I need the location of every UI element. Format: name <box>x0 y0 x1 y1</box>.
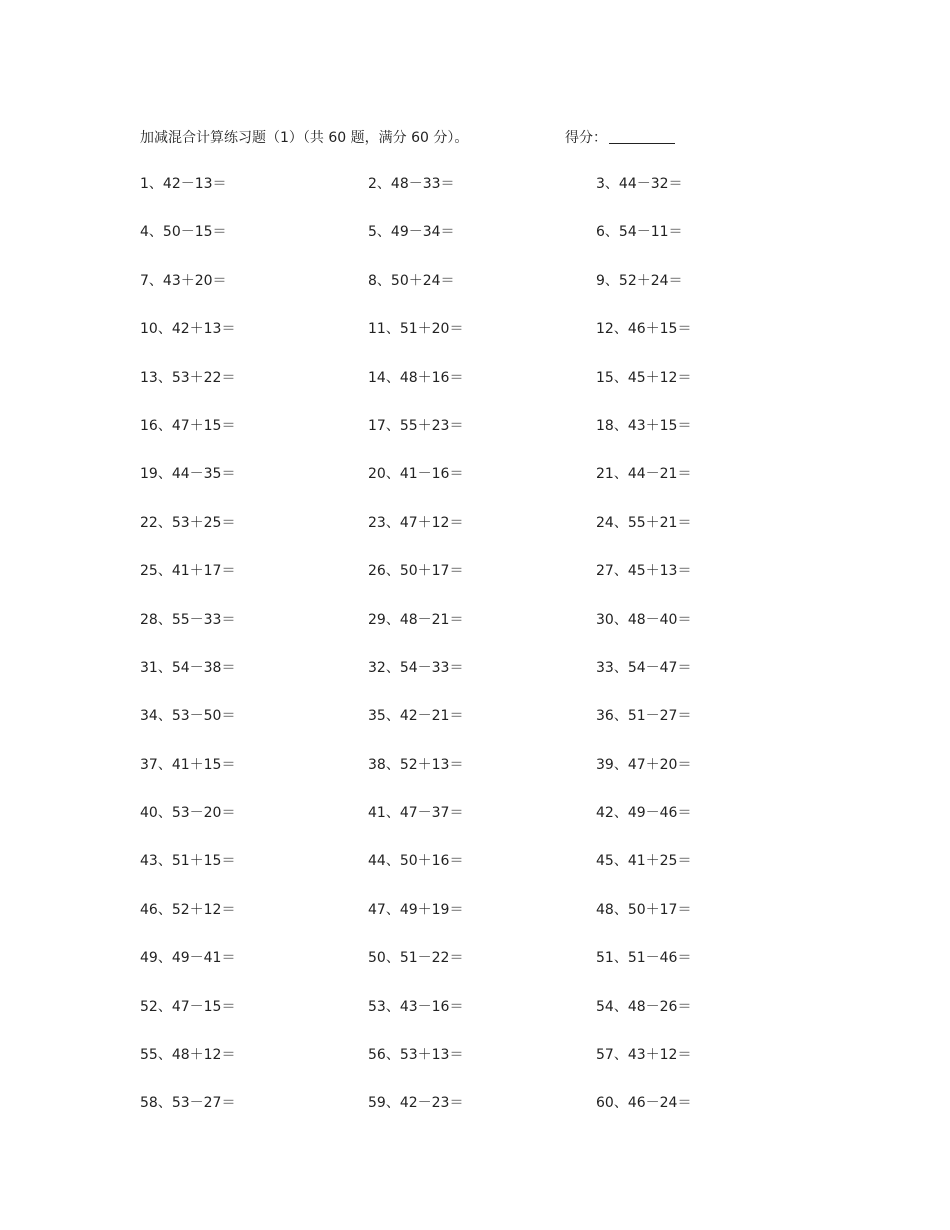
problem-item: 46、52＋12＝ <box>140 901 236 918</box>
problem-item: 51、51－46＝ <box>596 950 692 967</box>
score-area <box>565 126 675 150</box>
problem-item: 25、41＋17＝ <box>140 563 236 580</box>
problem-item: 13、53＋22＝ <box>140 369 236 386</box>
problem-item: 50、51－22＝ <box>368 950 464 967</box>
problem-item: 4、50－15＝ <box>140 224 227 241</box>
problem-item: 40、53－20＝ <box>140 805 236 822</box>
problem-item: 34、53－50＝ <box>140 708 236 725</box>
problem-item: 49、49－41＝ <box>140 950 236 967</box>
problem-item: 7、43＋20＝ <box>140 272 227 289</box>
problem-item: 44、50＋16＝ <box>368 853 464 870</box>
problem-item: 37、41＋15＝ <box>140 756 236 773</box>
worksheet-title: 加减混合计算练习题（1）（共 60 题，满分 60 分）。 <box>140 130 469 146</box>
problem-item: 29、48－21＝ <box>368 611 464 628</box>
problem-item: 14、48＋16＝ <box>368 369 464 386</box>
problem-item: 19、44－35＝ <box>140 466 236 483</box>
problem-item: 1、42－13＝ <box>140 176 227 192</box>
problem-item: 31、54－38＝ <box>140 659 236 676</box>
problem-grid <box>140 171 830 1139</box>
problem-item: 6、54－11＝ <box>596 224 683 241</box>
problem-item: 60、46－24＝ <box>596 1095 692 1112</box>
problem-item: 55、48＋12＝ <box>140 1047 236 1064</box>
problem-item: 57、43＋12＝ <box>596 1047 692 1064</box>
problem-item: 58、53－27＝ <box>140 1095 236 1112</box>
problem-item: 36、51－27＝ <box>596 708 692 725</box>
problem-item: 45、41＋25＝ <box>596 853 692 870</box>
problem-item: 30、48－40＝ <box>596 611 692 628</box>
score-label: 得分： <box>565 130 607 146</box>
problem-item: 12、46＋15＝ <box>596 321 692 338</box>
problem-item: 18、43＋15＝ <box>596 417 692 434</box>
problem-item: 53、43－16＝ <box>368 998 464 1015</box>
problem-item: 28、55－33＝ <box>140 611 236 628</box>
problem-item: 39、47＋20＝ <box>596 756 692 773</box>
problem-item: 43、51＋15＝ <box>140 853 236 870</box>
problem-item: 35、42－21＝ <box>368 708 464 725</box>
problem-item: 3、44－32＝ <box>596 176 683 192</box>
problem-item: 16、47＋15＝ <box>140 417 236 434</box>
problem-item: 10、42＋13＝ <box>140 321 236 338</box>
problem-item: 24、55＋21＝ <box>596 514 692 531</box>
problem-item: 52、47－15＝ <box>140 998 236 1015</box>
problem-item: 27、45＋13＝ <box>596 563 692 580</box>
problem-item: 22、53＋25＝ <box>140 514 236 531</box>
problem-item: 15、45＋12＝ <box>596 369 692 386</box>
problem-item: 38、52＋13＝ <box>368 756 464 773</box>
problem-item: 23、47＋12＝ <box>368 514 464 531</box>
problem-item: 17、55＋23＝ <box>368 417 464 434</box>
problem-item: 41、47－37＝ <box>368 805 464 822</box>
problem-item: 48、50＋17＝ <box>596 901 692 918</box>
problem-item: 21、44－21＝ <box>596 466 692 483</box>
problem-item: 5、49－34＝ <box>368 224 455 241</box>
problem-item: 11、51＋20＝ <box>368 321 464 338</box>
problem-item: 20、41－16＝ <box>368 466 464 483</box>
worksheet-header <box>140 126 820 150</box>
problem-item: 8、50＋24＝ <box>368 272 455 289</box>
problem-item: 47、49＋19＝ <box>368 901 464 918</box>
problem-item: 56、53＋13＝ <box>368 1047 464 1064</box>
problem-item: 33、54－47＝ <box>596 659 692 676</box>
problem-item: 2、48－33＝ <box>368 176 455 192</box>
score-blank[interactable] <box>609 126 675 144</box>
problem-item: 54、48－26＝ <box>596 998 692 1015</box>
problem-item: 59、42－23＝ <box>368 1095 464 1112</box>
problem-item: 32、54－33＝ <box>368 659 464 676</box>
problem-item: 26、50＋17＝ <box>368 563 464 580</box>
problem-item: 42、49－46＝ <box>596 805 692 822</box>
problem-item: 9、52＋24＝ <box>596 272 683 289</box>
